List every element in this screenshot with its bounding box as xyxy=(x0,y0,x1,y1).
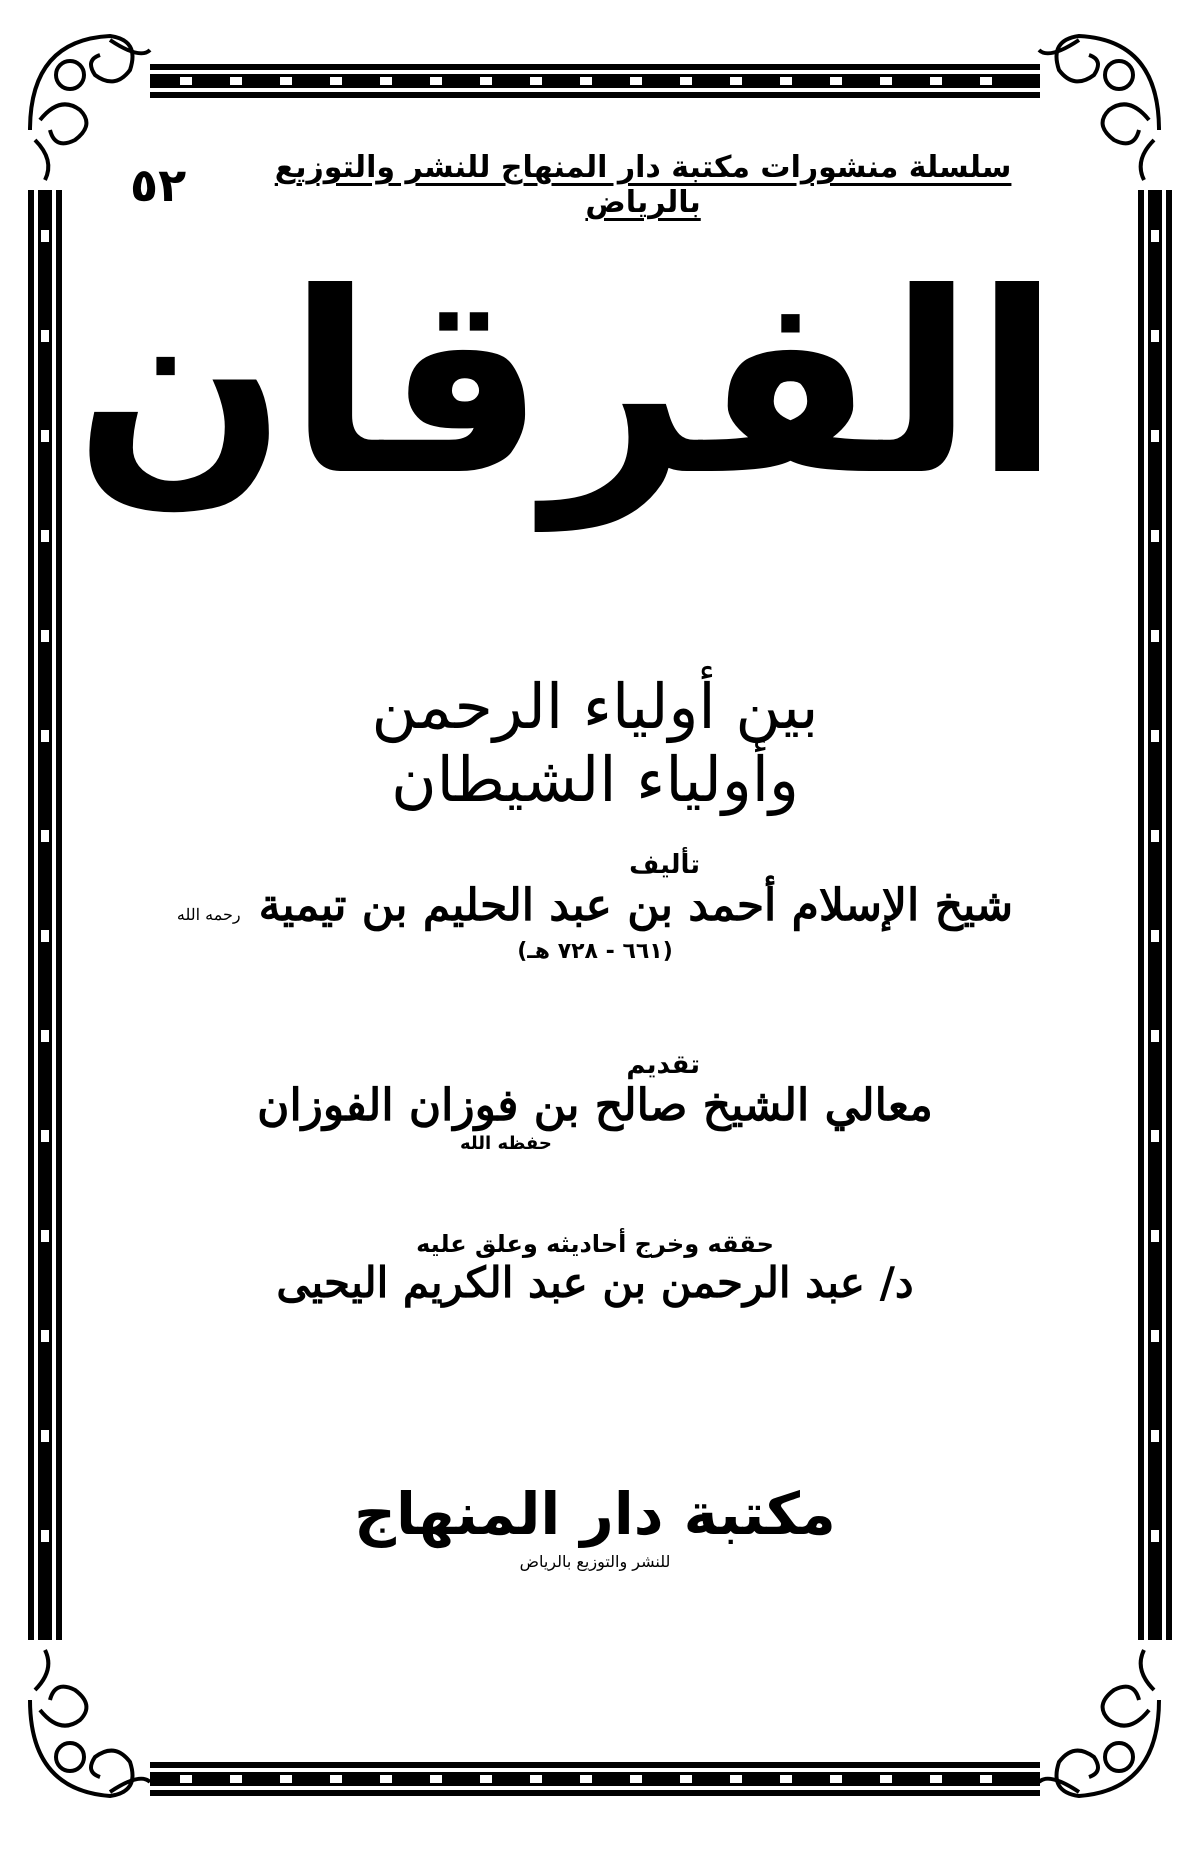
introduction-label: تقديم xyxy=(626,1050,700,1080)
title-page-content xyxy=(74,150,1060,1740)
series-title: سلسلة منشورات مكتبة دار المنهاج للنشر والتوزيع بالرياض xyxy=(274,150,1012,220)
editor-name: د/ عبد الرحمن بن عبد الكريم اليحيى xyxy=(276,1258,914,1307)
publisher-block xyxy=(130,1480,1060,1571)
author-block xyxy=(130,850,1060,964)
left-border-bar xyxy=(28,190,62,1640)
book-subtitle xyxy=(130,670,1060,816)
introduction-block xyxy=(130,1050,1060,1154)
introduction-name: معالي الشيخ صالح بن فوزان الفوزان xyxy=(257,1080,933,1131)
top-border-bar xyxy=(150,64,1040,98)
editor-block xyxy=(130,1230,1060,1307)
editor-label: حققه وخرج أحاديثه وعلق عليه xyxy=(416,1230,774,1258)
bottom-border-bar xyxy=(150,1762,1040,1796)
author-row xyxy=(130,880,1060,931)
subtitle-line-2: وأولياء الشيطان xyxy=(391,743,799,817)
publisher-name: مكتبة دار المنهاج xyxy=(354,1480,836,1548)
author-dates: (٦٦١ - ٧٢٨ هـ) xyxy=(517,939,673,964)
series-number: ٥٢ xyxy=(130,158,187,212)
author-honorific: رحمه الله xyxy=(176,905,241,924)
author-name: شيخ الإسلام أحمد بن عبد الحليم بن تيمية xyxy=(258,880,1014,931)
book-main-title: الفرقان xyxy=(74,239,1060,530)
introduction-honorific: حفظه الله xyxy=(460,1133,552,1154)
subtitle-line-1: بين أولياء الرحمن xyxy=(371,670,819,743)
right-border-bar xyxy=(1138,190,1172,1640)
series-header xyxy=(130,150,1060,220)
publisher-subtitle: للنشر والتوزيع بالرياض xyxy=(519,1552,671,1571)
author-label: تأليف xyxy=(629,850,700,880)
